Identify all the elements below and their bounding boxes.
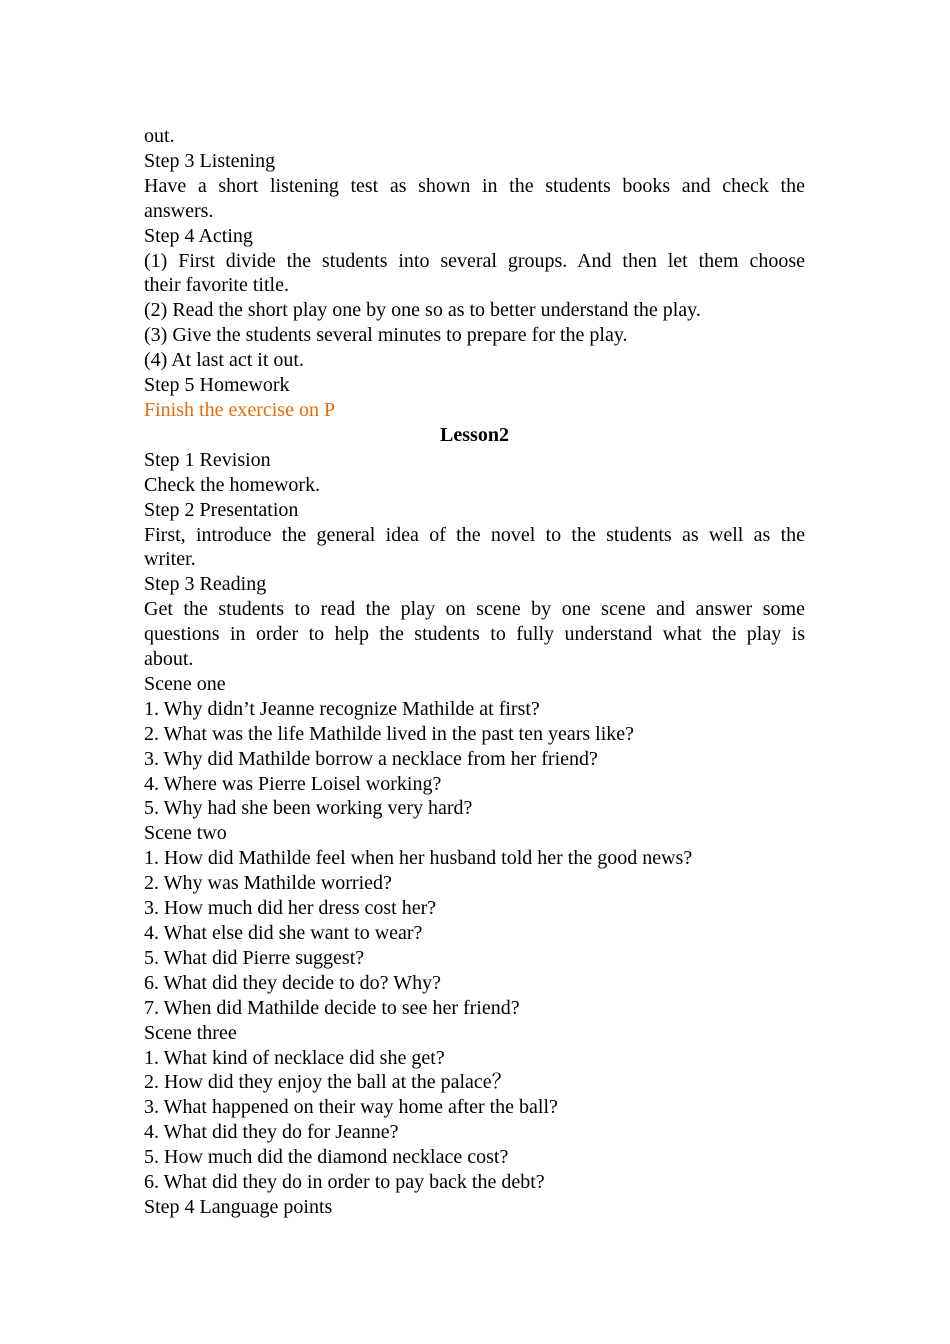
step4-acting-item1-line2: their favorite title. bbox=[144, 274, 289, 297]
lesson2-step3-title: Step 3 Reading bbox=[144, 573, 267, 596]
step4-acting-item1-line1: (1) First divide the students into several groups. And then let them choose bbox=[144, 249, 805, 272]
scene-two-question: 5. What did Pierre suggest? bbox=[144, 946, 365, 969]
scene-two-question: 6. What did they decide to do? Why? bbox=[144, 971, 441, 994]
lesson2-step1-title: Step 1 Revision bbox=[144, 448, 271, 471]
step4-acting-item2: (2) Read the short play one by one so as to better understand the play. bbox=[144, 299, 701, 322]
scene-two-question: 4. What else did she want to wear? bbox=[144, 922, 423, 944]
document-page bbox=[144, 124, 805, 1220]
lesson2-step2-title: Step 2 Presentation bbox=[144, 498, 299, 521]
lesson2-step2-text-line1: First, introduce the general idea of the novel to the students as well as the bbox=[144, 523, 805, 546]
scene-one-question: 2. What was the life Mathilde lived in the past ten years like? bbox=[144, 722, 635, 745]
step4-acting-title: Step 4 Acting bbox=[144, 224, 253, 247]
lesson2-step2-text-line2: writer. bbox=[144, 548, 196, 571]
step5-homework-text: Finish the exercise on P bbox=[144, 398, 336, 421]
scene-one-question: 3. Why did Mathilde borrow a necklace from her friend? bbox=[144, 747, 598, 770]
scene-two-question: 1. How did Mathilde feel when her husband told her the good news? bbox=[144, 847, 693, 870]
step4-acting-item4: (4) At last act it out. bbox=[144, 349, 304, 372]
scene-three-question: 1. What kind of necklace did she get? bbox=[144, 1046, 445, 1069]
scene-one-question: 4. Where was Pierre Loisel working? bbox=[144, 772, 442, 795]
scene-one-title: Scene one bbox=[144, 672, 226, 695]
step3-listening-text-line2: answers. bbox=[144, 199, 214, 222]
lesson2-step4-title: Step 4 Language points bbox=[144, 1195, 333, 1218]
step3-listening-text-line1: Have a short listening test as shown in the students books and check the bbox=[144, 174, 805, 197]
scene-three-question: 5. How much did the diamond necklace cost? bbox=[144, 1146, 509, 1169]
lesson2-heading: Lesson2 bbox=[440, 423, 509, 446]
scene-two-question: 7. When did Mathilde decide to see her friend? bbox=[144, 996, 520, 1019]
scene-one-question: 1. Why didn’t Jeanne recognize Mathilde at first? bbox=[144, 697, 540, 720]
step4-acting-item3: (3) Give the students several minutes to prepare for the play. bbox=[144, 324, 628, 347]
lesson2-step1-text: Check the homework. bbox=[144, 473, 321, 496]
scene-three-question: 3. What happened on their way home after the ball? bbox=[144, 1096, 558, 1119]
scene-three-question: 4. What did they do for Jeanne? bbox=[144, 1121, 399, 1144]
scene-two-title: Scene two bbox=[144, 822, 227, 845]
lesson2-step3-text-line2: questions in order to help the students to fully understand what the play is bbox=[144, 623, 805, 646]
continuation-text: out. bbox=[144, 125, 175, 147]
step5-homework-title: Step 5 Homework bbox=[144, 374, 290, 397]
scene-two-question: 2. Why was Mathilde worried? bbox=[144, 872, 392, 895]
scene-three-question: 2. How did they enjoy the ball at the palace？ bbox=[144, 1071, 512, 1094]
scene-two-question: 3. How much did her dress cost her? bbox=[144, 897, 437, 920]
step3-listening-title: Step 3 Listening bbox=[144, 149, 276, 172]
scene-three-question: 6. What did they do in order to pay back the debt? bbox=[144, 1171, 545, 1194]
lesson2-step3-text-line1: Get the students to read the play on scene by one scene and answer some bbox=[144, 598, 805, 621]
scene-three-title: Scene three bbox=[144, 1021, 237, 1044]
scene-one-question: 5. Why had she been working very hard? bbox=[144, 797, 473, 820]
lesson2-step3-text-line3: about. bbox=[144, 648, 194, 671]
